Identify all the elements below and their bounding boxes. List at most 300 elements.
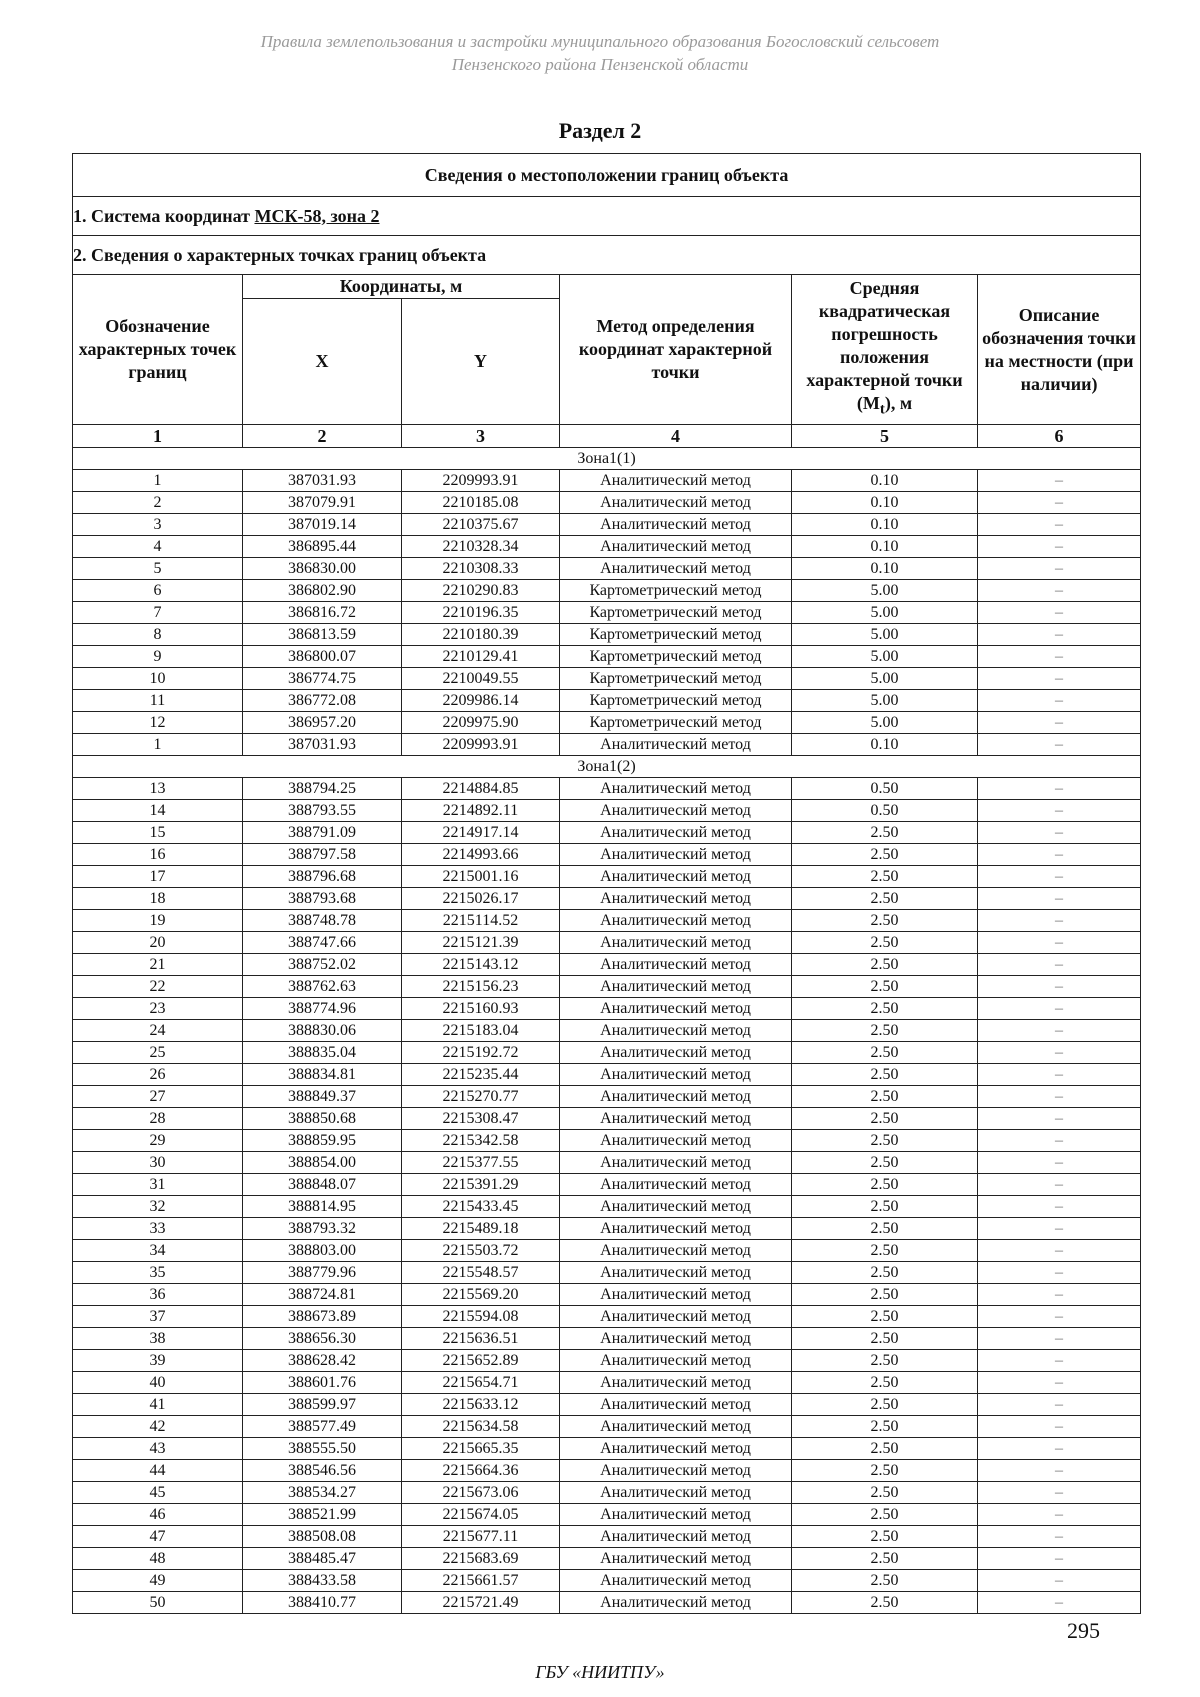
method: Аналитический метод	[560, 844, 792, 866]
table-row	[73, 1284, 1141, 1306]
table-row	[73, 1570, 1141, 1592]
error: 0.10	[792, 492, 978, 514]
method: Аналитический метод	[560, 1592, 792, 1614]
coord-x: 388433.58	[243, 1570, 402, 1592]
coord-x: 388628.42	[243, 1350, 402, 1372]
points-heading-row	[73, 236, 1141, 275]
description: –	[978, 1460, 1141, 1482]
table-row	[73, 932, 1141, 954]
error: 2.50	[792, 866, 978, 888]
coord-x: 387019.14	[243, 514, 402, 536]
method: Аналитический метод	[560, 1174, 792, 1196]
method: Аналитический метод	[560, 1482, 792, 1504]
coord-y: 2210049.55	[402, 668, 560, 690]
point-number: 41	[73, 1394, 243, 1416]
zone-row	[73, 756, 1141, 778]
header-error	[792, 275, 978, 425]
coord-y: 2215652.89	[402, 1350, 560, 1372]
error: 2.50	[792, 888, 978, 910]
description: –	[978, 932, 1141, 954]
description: –	[978, 1306, 1141, 1328]
coord-y: 2210180.39	[402, 624, 560, 646]
method: Аналитический метод	[560, 954, 792, 976]
coord-x: 388546.56	[243, 1460, 402, 1482]
error: 2.50	[792, 1416, 978, 1438]
method: Аналитический метод	[560, 492, 792, 514]
column-number: 6	[978, 425, 1141, 448]
point-number: 26	[73, 1064, 243, 1086]
description: –	[978, 1218, 1141, 1240]
coord-y: 2214892.11	[402, 800, 560, 822]
table-title: Сведения о местоположении границ объекта	[73, 154, 1141, 197]
error: 2.50	[792, 998, 978, 1020]
description: –	[978, 976, 1141, 998]
coord-x: 388796.68	[243, 866, 402, 888]
coord-x: 386830.00	[243, 558, 402, 580]
description: –	[978, 1284, 1141, 1306]
point-number: 15	[73, 822, 243, 844]
error: 0.50	[792, 800, 978, 822]
error: 2.50	[792, 1064, 978, 1086]
coord-y: 2215377.55	[402, 1152, 560, 1174]
coord-x: 388599.97	[243, 1394, 402, 1416]
table-row	[73, 976, 1141, 998]
error: 0.10	[792, 470, 978, 492]
error: 2.50	[792, 910, 978, 932]
description: –	[978, 1152, 1141, 1174]
point-number: 1	[73, 734, 243, 756]
method: Аналитический метод	[560, 1460, 792, 1482]
coordinate-system-row	[73, 197, 1141, 236]
table-row	[73, 602, 1141, 624]
table-row	[73, 1064, 1141, 1086]
column-number: 3	[402, 425, 560, 448]
description: –	[978, 1548, 1141, 1570]
coord-y: 2209975.90	[402, 712, 560, 734]
description: –	[978, 778, 1141, 800]
error: 2.50	[792, 1086, 978, 1108]
error: 0.10	[792, 734, 978, 756]
table-row	[73, 1174, 1141, 1196]
coordinate-system	[73, 197, 1141, 236]
point-number: 16	[73, 844, 243, 866]
coord-x: 388814.95	[243, 1196, 402, 1218]
coordinate-system-value: МСК-58, зона 2	[254, 205, 380, 226]
coord-x: 388534.27	[243, 1482, 402, 1504]
coord-y: 2210196.35	[402, 602, 560, 624]
coord-y: 2209993.91	[402, 734, 560, 756]
error: 2.50	[792, 1592, 978, 1614]
coord-x: 388793.55	[243, 800, 402, 822]
header-row-1	[73, 275, 1141, 299]
error: 2.50	[792, 1020, 978, 1042]
error: 2.50	[792, 1482, 978, 1504]
point-number: 7	[73, 602, 243, 624]
method: Аналитический метод	[560, 1196, 792, 1218]
point-number: 6	[73, 580, 243, 602]
point-number: 48	[73, 1548, 243, 1570]
table-row	[73, 910, 1141, 932]
method: Аналитический метод	[560, 1526, 792, 1548]
method: Аналитический метод	[560, 888, 792, 910]
section-title: Раздел 2	[558, 118, 642, 143]
coord-y: 2215121.39	[402, 932, 560, 954]
point-number: 18	[73, 888, 243, 910]
description: –	[978, 1020, 1141, 1042]
table-row	[73, 1548, 1141, 1570]
point-number: 19	[73, 910, 243, 932]
description: –	[978, 1592, 1141, 1614]
point-number: 25	[73, 1042, 243, 1064]
description: –	[978, 1042, 1141, 1064]
point-number: 37	[73, 1306, 243, 1328]
method: Аналитический метод	[560, 1372, 792, 1394]
method: Аналитический метод	[560, 778, 792, 800]
method: Аналитический метод	[560, 1328, 792, 1350]
error: 0.10	[792, 558, 978, 580]
table-body	[73, 448, 1141, 1614]
coord-y: 2215270.77	[402, 1086, 560, 1108]
description: –	[978, 822, 1141, 844]
coord-y: 2215677.11	[402, 1526, 560, 1548]
description: –	[978, 492, 1141, 514]
point-number: 11	[73, 690, 243, 712]
method: Аналитический метод	[560, 470, 792, 492]
error: 2.50	[792, 1218, 978, 1240]
error: 2.50	[792, 1240, 978, 1262]
coordinate-system-prefix: 1. Система координат	[73, 205, 255, 226]
error: 2.50	[792, 954, 978, 976]
table-row	[73, 1240, 1141, 1262]
coord-x: 388849.37	[243, 1086, 402, 1108]
coord-y: 2215548.57	[402, 1262, 560, 1284]
coord-y: 2215634.58	[402, 1416, 560, 1438]
table-row	[73, 844, 1141, 866]
table-row	[73, 1108, 1141, 1130]
table-row	[73, 800, 1141, 822]
coord-y: 2215664.36	[402, 1460, 560, 1482]
error: 5.00	[792, 624, 978, 646]
description: –	[978, 1328, 1141, 1350]
running-header-line1: Правила землепользования и застройки муниципального образования Богословский сельсовет	[260, 32, 940, 51]
running-header	[0, 30, 1200, 76]
table-row	[73, 1020, 1141, 1042]
description: –	[978, 844, 1141, 866]
error: 0.10	[792, 536, 978, 558]
coord-x: 386774.75	[243, 668, 402, 690]
coord-x: 388508.08	[243, 1526, 402, 1548]
coord-x: 388577.49	[243, 1416, 402, 1438]
error: 2.50	[792, 1504, 978, 1526]
method: Аналитический метод	[560, 1108, 792, 1130]
error: 2.50	[792, 1526, 978, 1548]
coord-x: 388673.89	[243, 1306, 402, 1328]
column-number: 2	[243, 425, 402, 448]
point-number: 14	[73, 800, 243, 822]
point-number: 2	[73, 492, 243, 514]
table-row	[73, 822, 1141, 844]
coord-y: 2209993.91	[402, 470, 560, 492]
table-row	[73, 1394, 1141, 1416]
method: Картометрический метод	[560, 646, 792, 668]
coord-x: 388774.96	[243, 998, 402, 1020]
coord-y: 2214884.85	[402, 778, 560, 800]
header-error-tail: ), м	[884, 393, 913, 414]
description: –	[978, 646, 1141, 668]
coord-x: 388834.81	[243, 1064, 402, 1086]
coord-y: 2215391.29	[402, 1174, 560, 1196]
description: –	[978, 800, 1141, 822]
error: 2.50	[792, 1350, 978, 1372]
coord-y: 2215183.04	[402, 1020, 560, 1042]
coord-x: 388791.09	[243, 822, 402, 844]
coord-x: 388410.77	[243, 1592, 402, 1614]
point-number: 44	[73, 1460, 243, 1482]
table-title-row	[73, 154, 1141, 197]
point-number: 38	[73, 1328, 243, 1350]
error: 2.50	[792, 1328, 978, 1350]
coord-y: 2215235.44	[402, 1064, 560, 1086]
description: –	[978, 712, 1141, 734]
column-number: 5	[792, 425, 978, 448]
description: –	[978, 1570, 1141, 1592]
header-method: Метод определения координат характерной точки	[560, 275, 792, 425]
description: –	[978, 1504, 1141, 1526]
method: Аналитический метод	[560, 932, 792, 954]
error: 2.50	[792, 1394, 978, 1416]
coord-x: 386772.08	[243, 690, 402, 712]
table-row	[73, 888, 1141, 910]
table-row	[73, 514, 1141, 536]
method: Аналитический метод	[560, 1086, 792, 1108]
coord-x: 388752.02	[243, 954, 402, 976]
point-number: 30	[73, 1152, 243, 1174]
coord-y: 2215026.17	[402, 888, 560, 910]
point-number: 13	[73, 778, 243, 800]
description: –	[978, 536, 1141, 558]
coord-y: 2210375.67	[402, 514, 560, 536]
description: –	[978, 668, 1141, 690]
point-number: 10	[73, 668, 243, 690]
point-number: 40	[73, 1372, 243, 1394]
coord-x: 388848.07	[243, 1174, 402, 1196]
point-number: 46	[73, 1504, 243, 1526]
method: Аналитический метод	[560, 1240, 792, 1262]
coord-y: 2215192.72	[402, 1042, 560, 1064]
table-row	[73, 690, 1141, 712]
description: –	[978, 470, 1141, 492]
error: 2.50	[792, 1196, 978, 1218]
table-row	[73, 1306, 1141, 1328]
zone-label: Зона1(2)	[73, 756, 1141, 778]
method: Аналитический метод	[560, 1416, 792, 1438]
description: –	[978, 580, 1141, 602]
table-row	[73, 1482, 1141, 1504]
coord-x: 387031.93	[243, 734, 402, 756]
description: –	[978, 1526, 1141, 1548]
table-row	[73, 866, 1141, 888]
coord-x: 388485.47	[243, 1548, 402, 1570]
method: Аналитический метод	[560, 976, 792, 998]
error: 5.00	[792, 668, 978, 690]
description: –	[978, 514, 1141, 536]
method: Картометрический метод	[560, 712, 792, 734]
description: –	[978, 1130, 1141, 1152]
description: –	[978, 866, 1141, 888]
method: Аналитический метод	[560, 1350, 792, 1372]
table-row	[73, 1592, 1141, 1614]
method: Аналитический метод	[560, 1262, 792, 1284]
table-row	[73, 998, 1141, 1020]
point-number: 8	[73, 624, 243, 646]
coord-x: 388521.99	[243, 1504, 402, 1526]
coord-x: 386802.90	[243, 580, 402, 602]
method: Аналитический метод	[560, 734, 792, 756]
coord-x: 387079.91	[243, 492, 402, 514]
method: Аналитический метод	[560, 1020, 792, 1042]
coord-x: 388779.96	[243, 1262, 402, 1284]
header-error-sub: t	[879, 401, 885, 418]
method: Аналитический метод	[560, 800, 792, 822]
error: 2.50	[792, 1460, 978, 1482]
coord-x: 388724.81	[243, 1284, 402, 1306]
table-row	[73, 1416, 1141, 1438]
description: –	[978, 1086, 1141, 1108]
coord-y: 2215114.52	[402, 910, 560, 932]
point-number: 12	[73, 712, 243, 734]
coord-y: 2215673.06	[402, 1482, 560, 1504]
header-designation: Обозначение характерных точек границ	[73, 275, 243, 425]
coord-y: 2215001.16	[402, 866, 560, 888]
point-number: 23	[73, 998, 243, 1020]
column-number: 1	[73, 425, 243, 448]
coord-y: 2215633.12	[402, 1394, 560, 1416]
description: –	[978, 602, 1141, 624]
description: –	[978, 1438, 1141, 1460]
method: Картометрический метод	[560, 690, 792, 712]
table-row	[73, 1372, 1141, 1394]
error: 5.00	[792, 646, 978, 668]
coord-x: 388794.25	[243, 778, 402, 800]
description: –	[978, 1416, 1141, 1438]
coord-y: 2215683.69	[402, 1548, 560, 1570]
method: Картометрический метод	[560, 580, 792, 602]
error: 2.50	[792, 1130, 978, 1152]
method: Аналитический метод	[560, 1570, 792, 1592]
header-coordinates: Координаты, м	[243, 275, 560, 299]
table-row	[73, 1152, 1141, 1174]
coord-x: 386816.72	[243, 602, 402, 624]
description: –	[978, 1350, 1141, 1372]
method: Аналитический метод	[560, 514, 792, 536]
page-number: 295	[1067, 1618, 1100, 1643]
coord-y: 2210290.83	[402, 580, 560, 602]
coord-y: 2215156.23	[402, 976, 560, 998]
point-number: 32	[73, 1196, 243, 1218]
point-number: 39	[73, 1350, 243, 1372]
method: Аналитический метод	[560, 1306, 792, 1328]
method: Аналитический метод	[560, 1394, 792, 1416]
method: Аналитический метод	[560, 1218, 792, 1240]
column-number: 4	[560, 425, 792, 448]
header-x: X	[243, 299, 402, 425]
table-row	[73, 1460, 1141, 1482]
method: Аналитический метод	[560, 536, 792, 558]
table-row	[73, 1086, 1141, 1108]
coord-y: 2210129.41	[402, 646, 560, 668]
description: –	[978, 624, 1141, 646]
error: 5.00	[792, 690, 978, 712]
error: 2.50	[792, 844, 978, 866]
coord-x: 388803.00	[243, 1240, 402, 1262]
table-row	[73, 1196, 1141, 1218]
method: Картометрический метод	[560, 624, 792, 646]
coord-x: 388835.04	[243, 1042, 402, 1064]
table-row	[73, 778, 1141, 800]
method: Аналитический метод	[560, 822, 792, 844]
table-row	[73, 1328, 1141, 1350]
table-row	[73, 1218, 1141, 1240]
description: –	[978, 1196, 1141, 1218]
coord-x: 386957.20	[243, 712, 402, 734]
coord-x: 388830.06	[243, 1020, 402, 1042]
point-number: 27	[73, 1086, 243, 1108]
point-number: 42	[73, 1416, 243, 1438]
error: 2.50	[792, 1042, 978, 1064]
boundary-points-table	[72, 153, 1141, 1614]
description: –	[978, 1174, 1141, 1196]
coord-y: 2214993.66	[402, 844, 560, 866]
error: 2.50	[792, 1284, 978, 1306]
error: 0.10	[792, 514, 978, 536]
coord-y: 2215654.71	[402, 1372, 560, 1394]
coord-y: 2215489.18	[402, 1218, 560, 1240]
method: Аналитический метод	[560, 1130, 792, 1152]
coord-y: 2215308.47	[402, 1108, 560, 1130]
table-row	[73, 1130, 1141, 1152]
error: 5.00	[792, 712, 978, 734]
table-row	[73, 712, 1141, 734]
table-row	[73, 470, 1141, 492]
error: 2.50	[792, 932, 978, 954]
table-row	[73, 536, 1141, 558]
point-number: 21	[73, 954, 243, 976]
error: 2.50	[792, 1306, 978, 1328]
zone-row	[73, 448, 1141, 470]
description: –	[978, 954, 1141, 976]
point-number: 29	[73, 1130, 243, 1152]
point-number: 33	[73, 1218, 243, 1240]
coord-x: 387031.93	[243, 470, 402, 492]
coord-y: 2215661.57	[402, 1570, 560, 1592]
point-number: 17	[73, 866, 243, 888]
coord-y: 2215342.58	[402, 1130, 560, 1152]
error: 0.50	[792, 778, 978, 800]
description: –	[978, 558, 1141, 580]
table-row	[73, 1350, 1141, 1372]
points-heading: 2. Сведения о характерных точках границ объекта	[73, 236, 1141, 275]
table-row	[73, 1504, 1141, 1526]
coord-y: 2210308.33	[402, 558, 560, 580]
method: Аналитический метод	[560, 866, 792, 888]
description: –	[978, 1394, 1141, 1416]
error: 2.50	[792, 1570, 978, 1592]
description: –	[978, 1262, 1141, 1284]
description: –	[978, 690, 1141, 712]
coord-y: 2215665.35	[402, 1438, 560, 1460]
coord-y: 2215143.12	[402, 954, 560, 976]
point-number: 36	[73, 1284, 243, 1306]
